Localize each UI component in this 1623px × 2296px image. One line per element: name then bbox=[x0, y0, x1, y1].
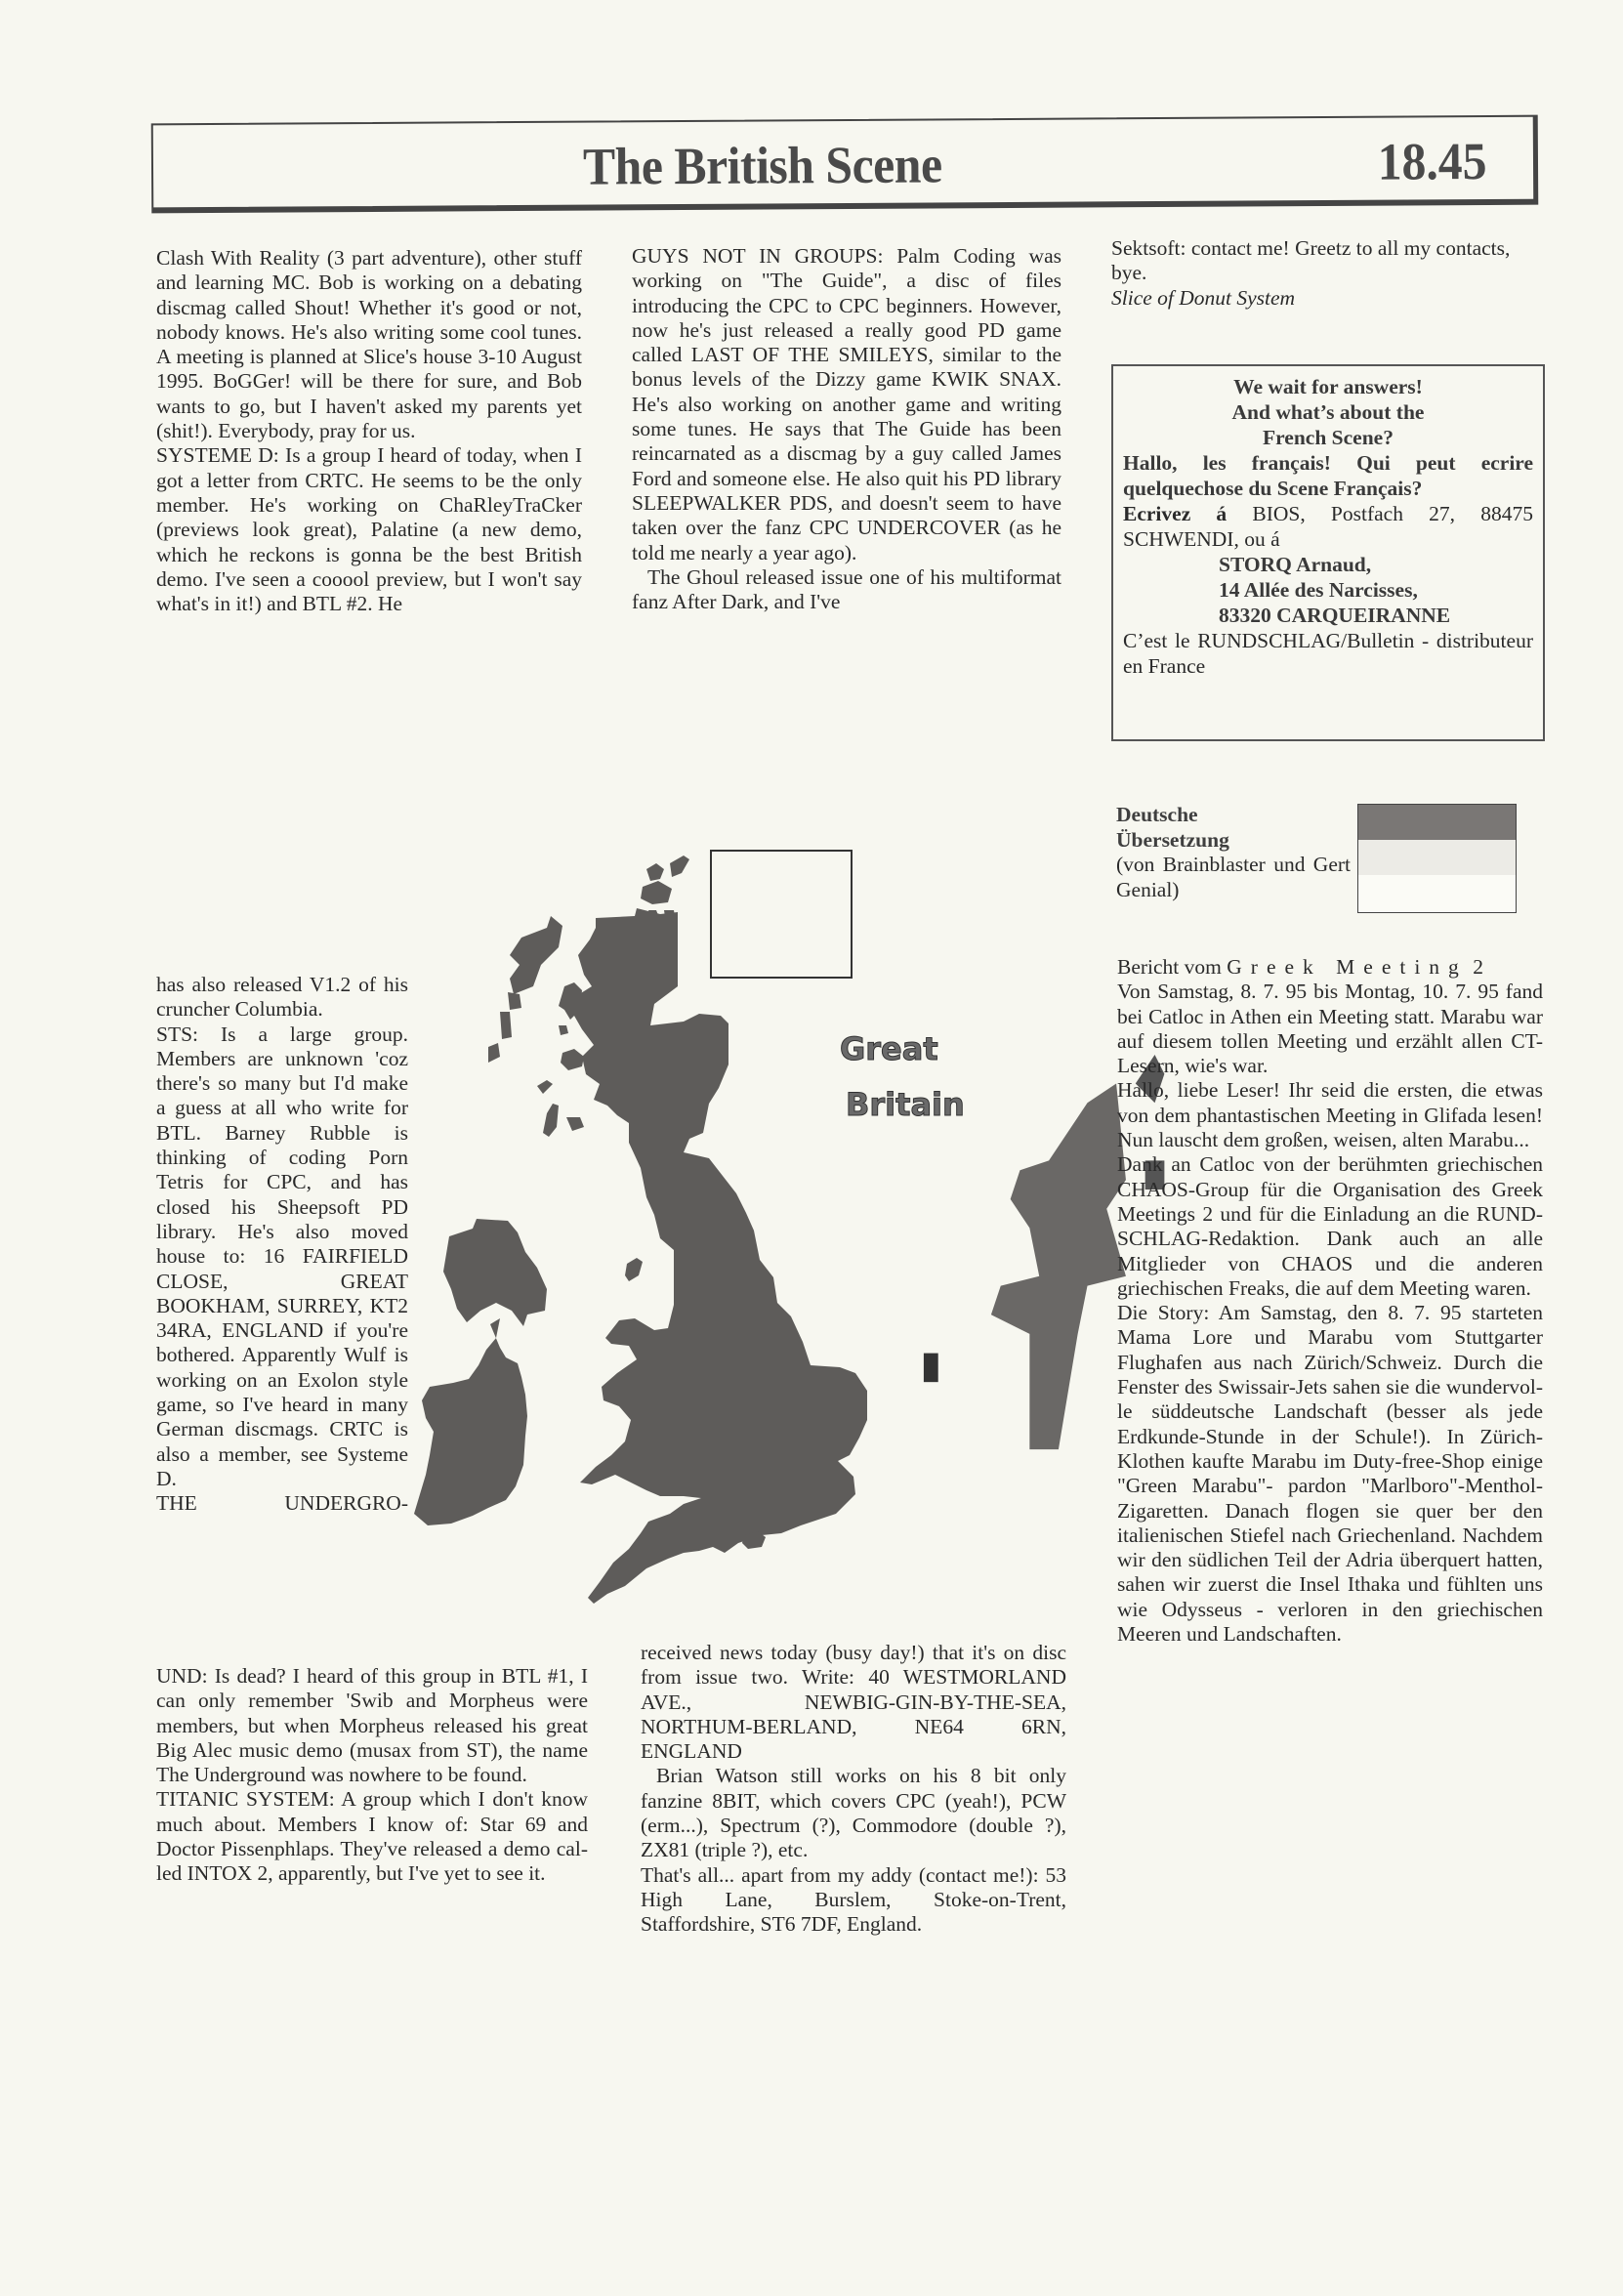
french-box-address-2: 14 Allée des Narcisses, bbox=[1219, 578, 1418, 602]
german-translation-heading bbox=[1116, 803, 1351, 902]
french-box-headline-1: We wait for answers! bbox=[1233, 375, 1423, 398]
german-heading-line-1: Deutsche bbox=[1116, 803, 1198, 826]
french-box-headline-3: French Scene? bbox=[1263, 426, 1394, 449]
paragraph-8bit: Brian Watson still works on his 8 bit only fanzine 8BIT, which covers CPC (yeah!), PCW (erm...), Spectrum (?), Commodore (double ?), ZX81 (triple ?), etc. bbox=[641, 1764, 1066, 1862]
german-heading-line-2: Übersetzung bbox=[1116, 827, 1229, 852]
german-paragraph-1: Von Samstag, 8. 7. 95 bis Montag, 10. 7. 95 fand bei Catloc in Athen ein Meeting statt. Marabu war auf diesem tollen Meeting und erzählt allen CT-Lesern, wie's war. bbox=[1117, 980, 1543, 1078]
paragraph-the-ghoul: The Ghoul released issue one of his multiformat fanz After Dark, and I've bbox=[632, 564, 1061, 614]
report-title bbox=[1117, 955, 1543, 980]
paragraph-titanic-system: TITANIC SYSTEM: A group which I don't know much about. Members I know of: Star 69 and Doctor Pissenphlaps. They've released a demo called INTOX 2, apparently, but I've yet to see it. bbox=[156, 1787, 588, 1886]
french-box-question: Hallo, les français! Qui peut ecrire quelquechose du Scene Français? bbox=[1123, 451, 1533, 500]
german-byline: (von Brainblaster und Gert Genial) bbox=[1116, 853, 1351, 901]
map-label-britain: Britain bbox=[846, 1086, 965, 1123]
map-ireland bbox=[414, 1318, 527, 1525]
german-paragraph-4: Die Story: Am Samstag, den 8. 7. 95 starteten Mama Lore und Marabu vom Stuttgarter Flughafen aus nach Zürich/Schweiz. Durch die Fenster des Swissair-Jets sahen sie die wundervolle süddeutsche Landschaft (besser als jede Erdkunde-Stunde in der Schule!). In Zürich-Klothen kaufte Marabu im Duty-free-Shop einige "Green Marabu"- pardon "Marlboro"-Menthol-Zigaretten. Danach flogen sie quer ber den italienischen Stiefel nach Griechenland. Nachdem wir den südlichen Teil der Adria überquert hatten, sahen wir zuerst die Insel Ithaka und fühlten uns wie Odysseus - verloren in den griechischen Meeren und Landschaften. bbox=[1117, 1301, 1543, 1647]
german-flag-icon bbox=[1357, 804, 1517, 913]
paragraph-underground-start: THE UNDERGRO- bbox=[156, 1491, 408, 1516]
report-title-suffix: 2 bbox=[1467, 955, 1483, 979]
paragraph-sektsoft: Sektsoft: contact me! Greetz to all my contacts, bye. bbox=[1111, 236, 1511, 285]
french-box-write-to-rest: BIOS, Postfach 27, 88475 SCHWENDI, ou á bbox=[1123, 502, 1533, 551]
flag-stripe-middle bbox=[1358, 840, 1516, 875]
map-label-great: Great bbox=[840, 1030, 938, 1067]
column-1-bottom bbox=[156, 1664, 588, 1887]
page-header bbox=[151, 115, 1539, 214]
page-title: The British Scene bbox=[582, 135, 942, 196]
french-box-address-1: STORQ Arnaud, bbox=[1219, 553, 1372, 576]
french-box-address-3: 83320 CARQUEIRANNE bbox=[1219, 604, 1451, 627]
column-2-bottom bbox=[641, 1641, 1066, 1938]
shetland-inset bbox=[710, 850, 853, 979]
french-box-write-to-bold: Ecrivez á bbox=[1123, 502, 1228, 525]
issue-number: 18.45 bbox=[1377, 131, 1487, 191]
column-3-german-report bbox=[1117, 955, 1543, 1647]
paragraph-contact-address: That's all... apart from my addy (contact me!): 53 High Lane, Burslem, Stoke-on-Trent, Staffordshire, ST6 7DF, England. bbox=[641, 1862, 1066, 1937]
column-2-top bbox=[632, 244, 1061, 614]
map-outer-hebrides bbox=[488, 916, 562, 1063]
report-title-prefix: Bericht vom bbox=[1117, 955, 1228, 979]
column-3-top bbox=[1111, 236, 1541, 311]
paragraph-underground: UND: Is dead? I heard of this group in BTL #1, I can only remember 'Swib and Morpheus were members, but when Morpheus released his great Big Alec music demo (musax from ST), the name The Underground was nowhere to be found. bbox=[156, 1664, 588, 1787]
paragraph-slice-intro: Clash With Reality (3 part adventure), other stuff and learning MC. Bob is working on a debating discmag called Shout! Whether it's good or not, nobody knows. He's also writing some cool tunes. A meeting is planned at Slice's house 3-10 August 1995. BoGGer! will be there for sure, and Bob wants to go, but I haven't asked my parents yet (shit!). Everybody, pray for us. bbox=[156, 246, 582, 443]
french-box-footer: C’est le RUNDSCHLAG/Bulletin - distributeur en France bbox=[1123, 629, 1533, 678]
german-paragraph-2: Hallo, liebe Leser! Ihr seid die ersten, die etwas von dem phantastischen Meeting in Glifada lesen! Nun lauscht dem großen, weisen, alten Marabu... bbox=[1117, 1078, 1543, 1152]
paragraph-guys-not-in-groups: GUYS NOT IN GROUPS: Palm Coding was working on "The Guide", a disc of files introducing the CPC to CPC beginners. However, now he's just released a really good PD game called LAST OF THE SMILEYS, similar to the bonus levels of the Dizzy game KWIK SNAX. He's also working on another game and writing some tunes. He says that The Guide has been reincarnated as a discmag by a guy called James Ford and someone else. He also quit his PD library SLEEPWALKER PDS, and doesn't seem to have taken over the fanz CPC UNDERCOVER (as he told me nearly a year ago). bbox=[632, 244, 1061, 564]
french-scene-box bbox=[1111, 364, 1545, 741]
german-paragraph-3: Dank an Catloc von der berühmten griechischen CHAOS-Group für die Organisation des Greek Meetings 2 und für die Einladung an die RUND-SCHLAG-Redaktion. Dank auch an alle Mitglieder von CHAOS und die anderen griechischen Freaks, die auf dem Meeting waren. bbox=[1117, 1152, 1543, 1300]
column-1-top bbox=[156, 246, 582, 616]
map-skye bbox=[559, 982, 582, 1035]
report-title-main: Greek Meeting bbox=[1227, 955, 1468, 979]
map-mull-islay bbox=[537, 1049, 584, 1137]
paragraph-systeme-d: SYSTEME D: Is a group I heard of today, when I got a letter from CRTC. He seems to be the only member. He's working on ChaRleyTraCker (previews look great), Palatine (a new demo, which he reckons is gonna be the best British demo. I've seen a cooool preview, but I won't say what's in it!) and BTL #2. He bbox=[156, 443, 582, 616]
paragraph-sts: STS: Is a large group. Members are unknown 'coz there's so many but I'd make a guess at all who write for BTL. Barney Rubble is thinking of coding Porn Tetris for CPC, and has closed his Sheepsoft PD library. He's also moved house to: 16 FAIRFIELD CLOSE, GREAT BOOKHAM, SURREY, KT2 34RA, ENGLAND if you're bothered. Apparently Wulf is working on an Exolon style game, so I've heard in many German discmags. CRTC is also a member, see Systeme D. bbox=[156, 1022, 408, 1490]
map-northern-ireland bbox=[443, 1219, 547, 1326]
great-britain-map bbox=[391, 830, 1074, 1641]
paragraph-columbia: has also released V1.2 of his cruncher Columbia. bbox=[156, 973, 408, 1022]
column-1-narrow bbox=[156, 973, 408, 1517]
flag-stripe-top bbox=[1358, 805, 1516, 840]
author-signature: Slice of Donut System bbox=[1111, 285, 1296, 310]
french-box-write-to bbox=[1123, 501, 1533, 552]
map-isle-of-man bbox=[625, 1258, 643, 1281]
paragraph-after-dark: received news today (busy day!) that it's on disc from issue two. Write: 40 WESTMORLAND AVE., NEWBIG-GIN-BY-THE-SEA, NORTHUM-BERLAND, NE64 6RN, ENGLAND bbox=[641, 1641, 1066, 1764]
french-box-headline-2: And what’s about the bbox=[1231, 400, 1425, 424]
